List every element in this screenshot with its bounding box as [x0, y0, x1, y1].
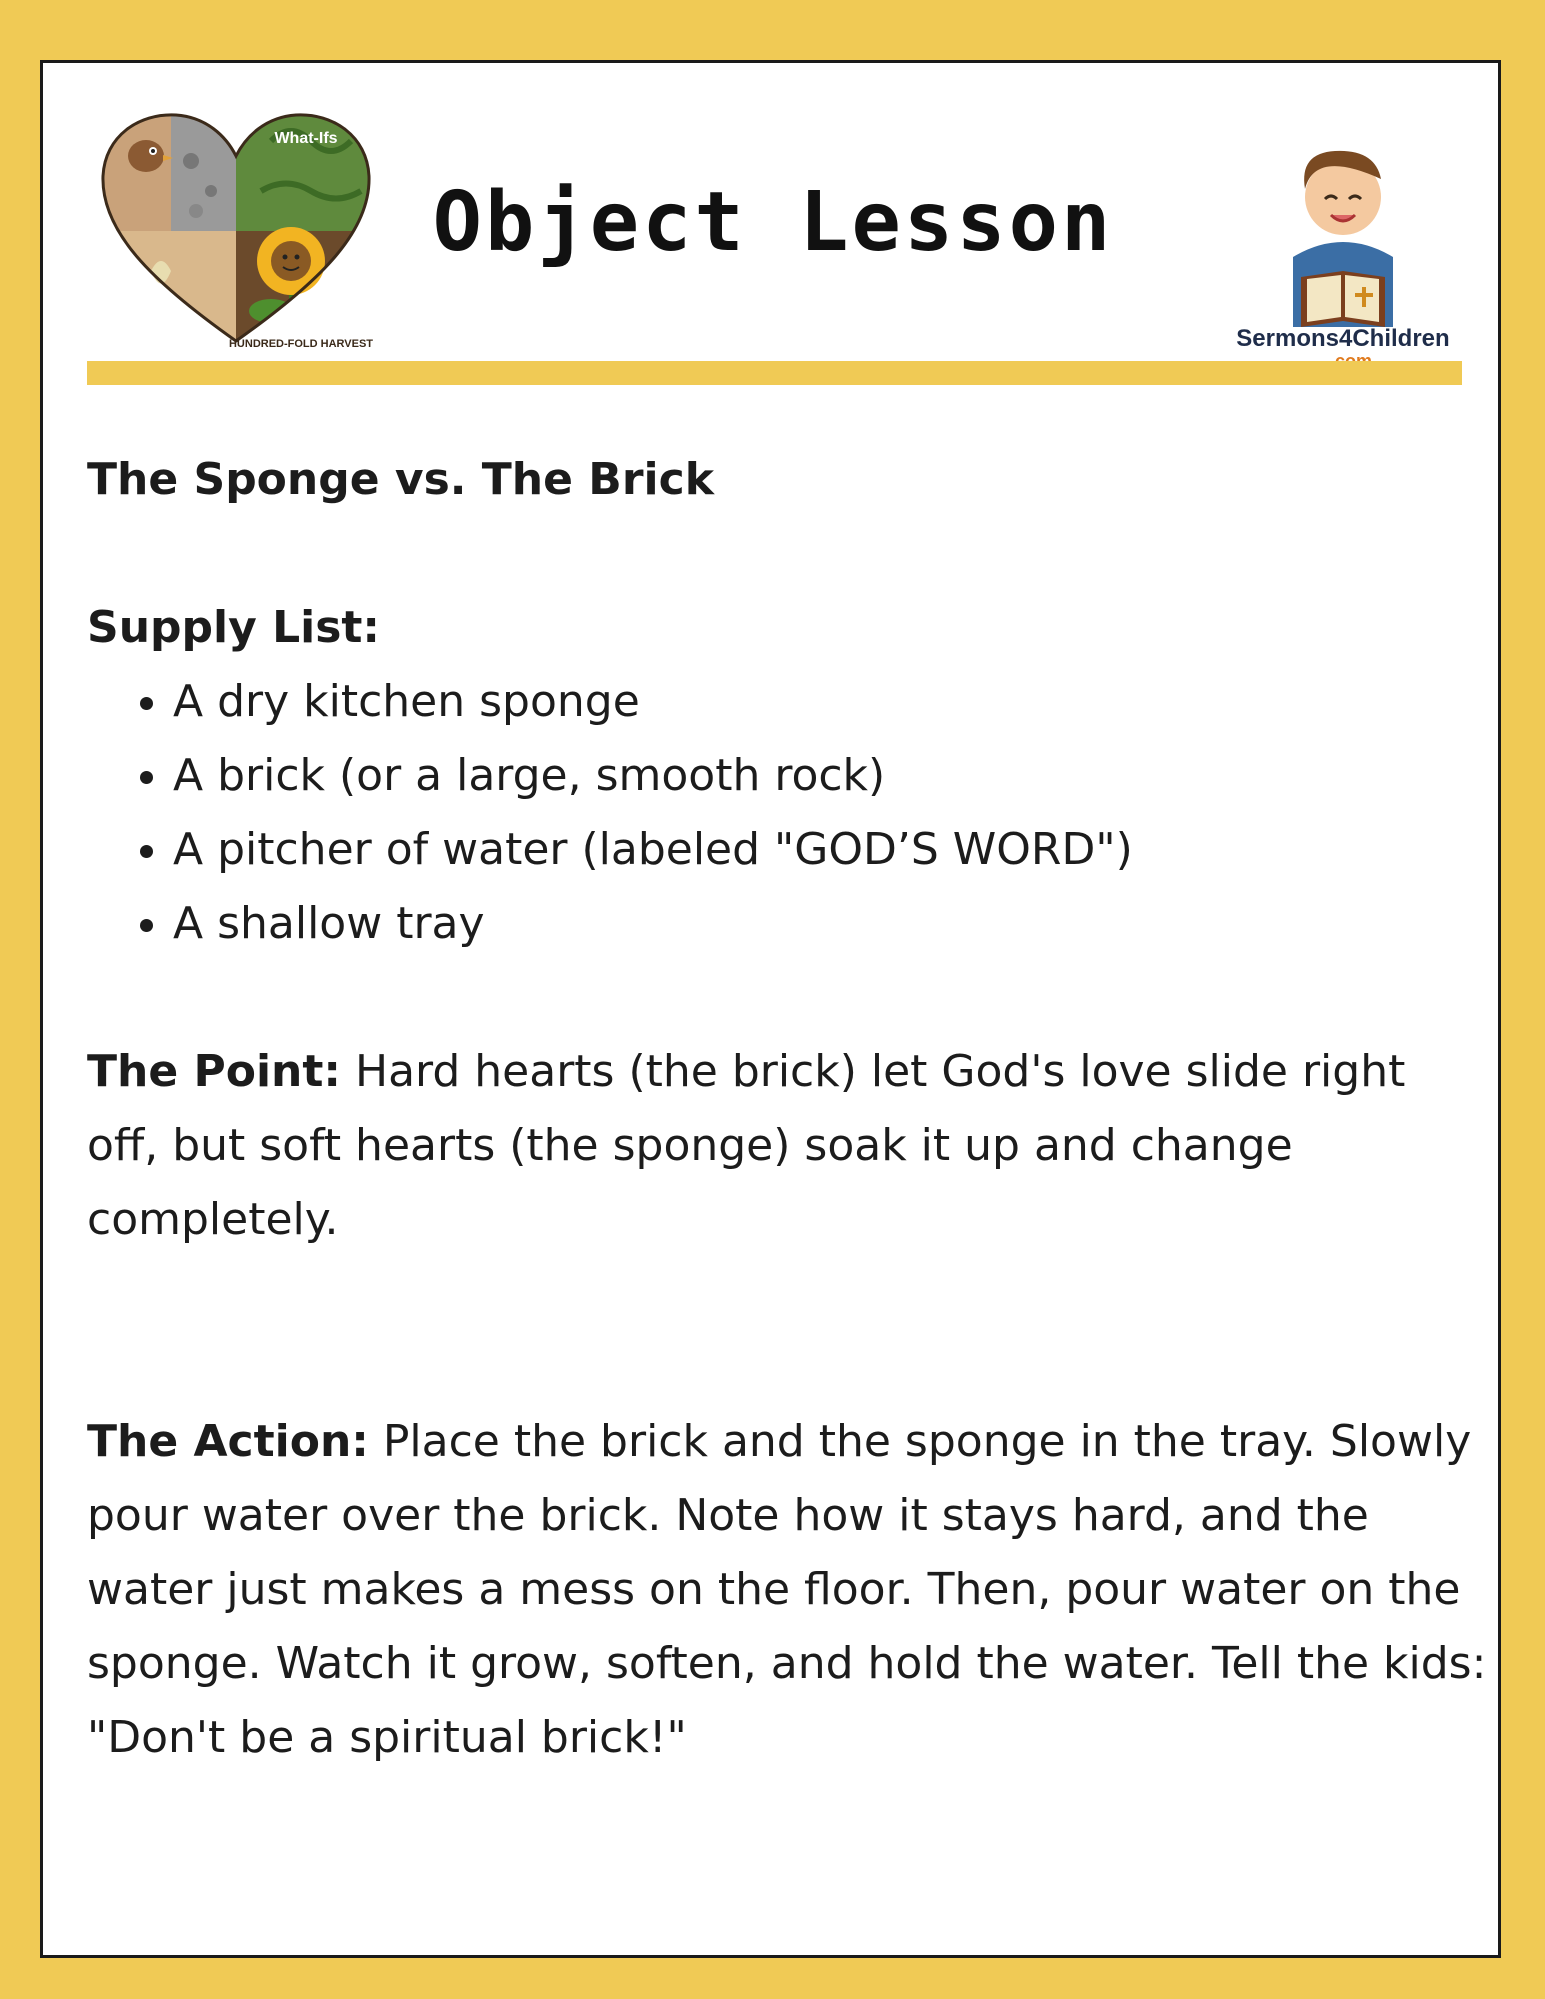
list-item: • A brick (or a large, smooth rock) [173, 739, 1487, 813]
point-label: The Point: [87, 1046, 342, 1097]
list-item: • A shallow tray [173, 887, 1487, 961]
list-item: • A pitcher of water (labeled "GOD’S WORD") [173, 813, 1487, 887]
supply-list [87, 665, 1487, 961]
sermons4children-logo [1223, 127, 1463, 377]
hundred-fold-harvest-label: HUNDRED-FOLD HARVEST [228, 338, 374, 350]
action-text: Place the brick and the sponge in the tray. Slowly pour water over the brick. Note how it stays hard, and the water just makes a mess on the floor. Then, pour water on the sponge. Watch it grow, soften, and hold the water. Tell the kids: "Don't be a spiritual brick!" [87, 1416, 1487, 1763]
hundred-fold-harvest-logo [91, 101, 381, 361]
supply-list-heading: Supply List: [87, 602, 381, 653]
sunflower-icon [257, 227, 325, 295]
what-ifs-label: What-Ifs [274, 130, 338, 147]
lesson-title: The Sponge vs. The Brick [87, 454, 714, 505]
lesson-content [87, 443, 1487, 1775]
child-reading-bible-icon [1293, 151, 1393, 327]
point-paragraph [87, 1035, 1487, 1257]
action-paragraph [87, 1405, 1487, 1775]
brand-name: Sermons4Children [1236, 325, 1450, 352]
point-text: Hard hearts (the brick) let God's love slide right off, but soft hearts (the sponge) soak it up and change completely. [87, 1046, 1406, 1245]
list-item: • A dry kitchen sponge [173, 665, 1487, 739]
page-title: Object Lesson [432, 175, 1114, 270]
header-divider [87, 361, 1462, 385]
action-label: The Action: [87, 1416, 369, 1467]
lesson-page [40, 60, 1501, 1958]
